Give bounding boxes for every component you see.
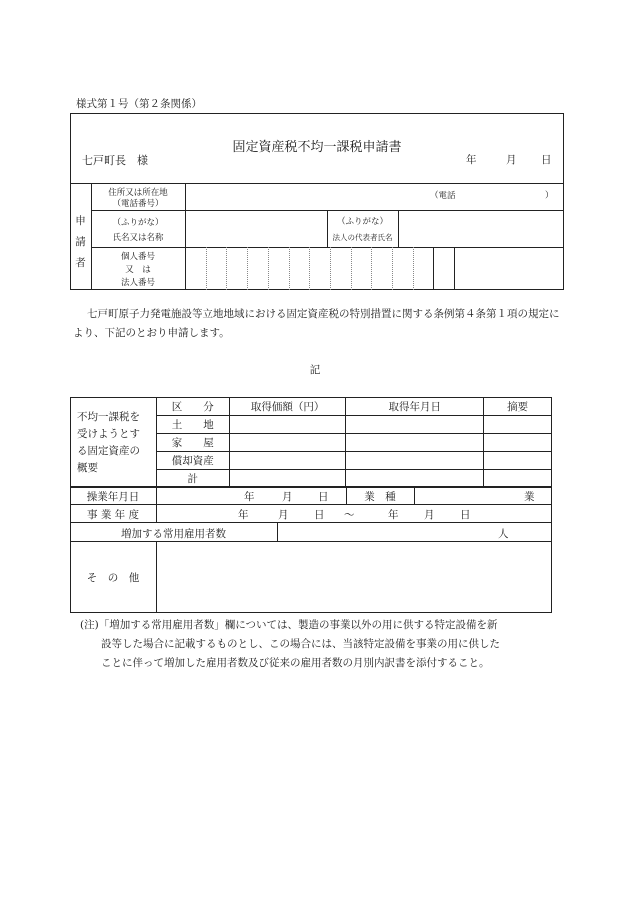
application-statement: 七戸町原子力発電施設等立地地域における固定資産税の特別措置に関する条例第４条第１項の規定により、下記のとおり申請します。 [73, 308, 560, 339]
row-land: 土 地 [156, 416, 229, 434]
form-number-label: 様式第１号（第２条関係） [76, 98, 202, 110]
building-price-cell [229, 434, 346, 452]
number-cell-divider [309, 247, 310, 290]
land-price-cell [229, 416, 346, 434]
asset-summary-line-3: る固定資産の [77, 444, 140, 457]
fiscal-start-day: 日 [314, 509, 325, 521]
number-cell-divider [413, 247, 414, 290]
operation-date-label: 操業年月日 [86, 491, 140, 503]
label-col-rule-bottom [156, 541, 157, 613]
fiscal-year-label: 事 業 年 度 [86, 509, 139, 521]
fiscal-tilde: ～ [344, 509, 355, 521]
row-total: 計 [156, 470, 229, 488]
date-year-label: 年 [466, 154, 477, 166]
number-cell-divider [226, 247, 227, 290]
asset-summary-line-1: 不均一課税を [77, 410, 140, 423]
number-label-3: 法人番号 [120, 278, 155, 288]
date-month-label: 月 [506, 154, 517, 166]
operation-year: 年 [244, 491, 255, 503]
address-label: 住所又は所在地 [108, 188, 168, 198]
date-day-label: 日 [541, 154, 552, 166]
number-cell-divider [371, 247, 372, 290]
number-label-1: 個人番号 [120, 252, 155, 262]
row-depreciable-assets: 償却資産 [156, 452, 229, 470]
representative-label: 法人の代表者氏名 [332, 233, 393, 242]
fiscal-row-rule [70, 522, 552, 523]
depreciable-price-cell [229, 452, 346, 470]
total-date-cell [346, 470, 484, 488]
fiscal-start-month: 月 [278, 509, 289, 521]
fiscal-end-day: 日 [460, 509, 471, 521]
fiscal-end-year: 年 [388, 509, 399, 521]
employee-col-rule [277, 522, 278, 541]
addressee: 七戸町長 様 [82, 154, 148, 167]
fiscal-end-month: 月 [424, 509, 435, 521]
fiscal-start-year: 年 [238, 509, 249, 521]
furigana-label: （ふりがな） [112, 218, 164, 228]
page-title: 固定資産税不均一課税申請書 [232, 140, 402, 155]
business-type-suffix: 業 [524, 491, 535, 503]
name-row-rule [91, 247, 564, 248]
land-remarks-cell [484, 416, 552, 434]
name-label: 氏名又は名称 [112, 233, 164, 243]
ki-label: 記 [309, 364, 321, 376]
applicant-side-char-3: 者 [75, 257, 86, 269]
number-cell-divider [330, 247, 331, 290]
employee-unit: 人 [498, 528, 509, 540]
label-col-rule-top [156, 486, 157, 522]
lower-table [70, 486, 552, 613]
number-cell-divider [206, 247, 207, 290]
note-line-2: 設等した場合に記載するものとし、この場合には、当該特定設備を事業の用に供した [101, 638, 500, 650]
header-category: 区 分 [156, 398, 229, 416]
header-acquisition-date: 取得年月日 [346, 398, 484, 416]
number-cell-divider [433, 247, 434, 290]
number-cell-divider [392, 247, 393, 290]
number-cell-end-divider [454, 247, 455, 290]
business-type-label: 業 種 [364, 491, 396, 503]
number-label-2: 又 は [125, 265, 151, 275]
phone-close: ） [545, 191, 554, 201]
operation-month: 月 [282, 491, 293, 503]
asset-summary-line-4: 概要 [77, 461, 98, 474]
phone-number-label: （電話番号） [112, 199, 164, 209]
operation-row-rule [70, 504, 552, 505]
total-price-cell [229, 470, 346, 488]
type-right-rule [414, 486, 415, 504]
applicant-label-rule [185, 183, 186, 290]
other-label: そ の 他 [86, 572, 140, 584]
employee-increase-label: 増加する常用雇用者数 [121, 528, 226, 540]
phone-open: （電話 [430, 191, 456, 201]
applicant-side-char-1: 申 [75, 215, 86, 227]
number-cell-divider [351, 247, 352, 290]
total-remarks-cell [484, 470, 552, 488]
depreciable-remarks-cell [484, 452, 552, 470]
row-building: 家 屋 [156, 434, 229, 452]
applicant-side-char-2: 請 [75, 236, 86, 248]
header-acquisition-price: 取得価額（円） [229, 398, 346, 416]
number-cell-divider [268, 247, 269, 290]
number-cell-divider [247, 247, 248, 290]
depreciable-date-cell [346, 452, 484, 470]
building-remarks-cell [484, 434, 552, 452]
rep-right-rule [398, 210, 399, 247]
asset-table [70, 397, 552, 488]
operation-day: 日 [318, 491, 329, 503]
note-line-1: (注)「増加する常用雇用者数」欄については、製造の事業以外の用に供する特定設備を新 [80, 619, 498, 631]
asset-summary-label [71, 398, 157, 488]
rep-furigana-label: （ふりがな） [336, 217, 388, 227]
land-date-cell [346, 416, 484, 434]
number-cell-divider [289, 247, 290, 290]
asset-summary-line-2: 受けようとす [77, 427, 140, 440]
employee-row-rule [70, 541, 552, 542]
applicant-top-rule [70, 183, 564, 184]
building-date-cell [346, 434, 484, 452]
note-line-3: ことに伴って増加した雇用者数及び従来の雇用者数の月別内訳書を添付すること。 [101, 657, 490, 669]
header-remarks: 摘要 [484, 398, 552, 416]
